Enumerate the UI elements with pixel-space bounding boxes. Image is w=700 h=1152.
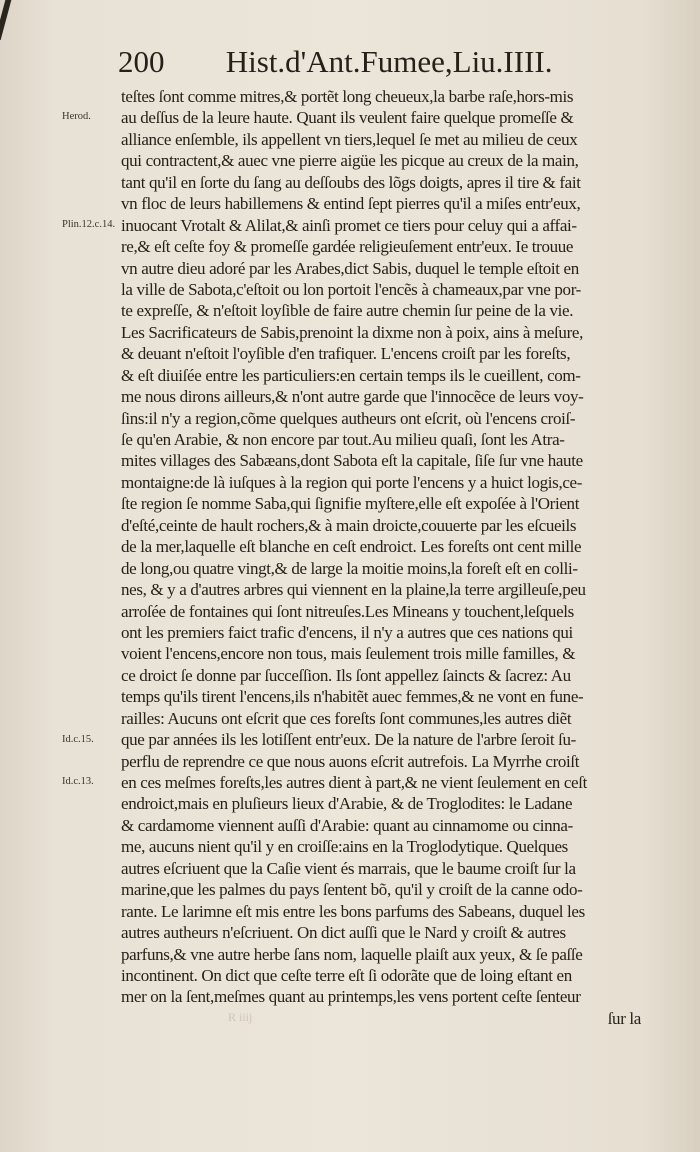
text-line: mer on la ſent,meſmes quant au printemps,les vens portent ceſte ſenteur xyxy=(121,987,581,1007)
text-line: & eſt diuiſée entre les particuliers:en certain temps ils le cueillent, com- xyxy=(121,365,581,385)
margin-note: Herod. xyxy=(62,111,91,123)
text-line: re,& eſt ceſte foy & promeſſe gardée religieuſement entr'eux. Ie trouue xyxy=(121,237,574,257)
page-edge-mark xyxy=(0,0,11,40)
text-line: ſins:il n'y a region,cõme quelques autheurs ont eſcrit, où l'encens croiſ- xyxy=(121,408,576,428)
text-line: inuocant Vrotalt & Alilat,& ainſi promet ce tiers pour celuy qui a affai- xyxy=(121,215,577,235)
text-line: de long,ou quatre vingt,& de large la moitie moins,la foreſt eſt en colli- xyxy=(121,558,578,578)
page-header xyxy=(118,44,588,80)
text-line: ſur la xyxy=(607,1008,641,1028)
text-line: te expreſſe, & n'eſtoit loyſible de faire autre chemin ſur peine de la vie. xyxy=(121,301,574,321)
text-line: Les Sacrificateurs de Sabis,prenoint la dixme non à poix, ains à meſure, xyxy=(121,322,583,342)
running-title: Hist.d'Ant.Fumee,Liu.IIII. xyxy=(225,44,553,79)
page-number: 200 xyxy=(118,44,165,79)
text-line: arroſée de fontaines qui ſont nitreuſes.Les Mineans y touchent,leſquels xyxy=(121,601,574,621)
text-line: me nous dirons ailleurs,& n'ont autre garde que l'innocẽce de leurs voy- xyxy=(121,387,584,407)
text-line: nes, & y a d'autres arbres qui viennent en la plaine,la terre argilleuſe,peu xyxy=(121,580,586,600)
text-line: la ville de Sabota,c'eſtoit ou lon portoit l'encẽs à chameaux,par vne por- xyxy=(121,279,581,299)
text-line: tant qu'il en ſorte du ſang au deſſoubs des lõgs doigts, apres il tire & fait xyxy=(121,172,581,192)
text-line: perflu de reprendre ce que nous auons eſcrit autrefois. La Myrrhe croiſt xyxy=(121,751,580,771)
text-line: voient l'encens,encore non tous, mais ſeulement trois mille familles, & xyxy=(121,644,576,664)
text-line: que par années ils les lotiſſent entr'eux. De la nature de l'arbre ſeroit ſu- xyxy=(121,730,576,750)
text-line: en ces meſmes foreſts,les autres dient à part,& ne vient ſeulement en ceſt xyxy=(121,773,587,792)
show-through-mark: R iiij xyxy=(228,1010,253,1024)
text-line: rante. Le larimne eſt mis entre les bons parfums des Sabeans, duquel les xyxy=(121,901,585,921)
text-line: vn autre dieu adoré par les Arabes,dict Sabis, duquel le temple eſtoit en xyxy=(121,258,579,278)
text-line: vn floc de leurs habillemens & entind ſept pierres qu'il a miſes entr'eux, xyxy=(121,194,581,214)
text-line: teſtes ſont comme mitres,& portẽt long cheueux,la barbe raſe,hors-mis xyxy=(121,87,574,106)
text-line: autres autheurs n'eſcriuent. On dict auſſi que le Nard y croiſt & autres xyxy=(121,923,566,943)
text-line: & deuant n'eſtoit l'oyſible d'en trafiquer. L'encens croiſt par les foreſts, xyxy=(121,344,571,364)
text-line: alliance enſemble, ils appellent vn tiers,lequel ſe met au milieu de ceux xyxy=(121,129,578,149)
text-line: marine,que les palmes du pays ſentent bõ, qu'il y croiſt de la canne odo- xyxy=(121,880,583,900)
text-line: d'eſté,ceinte de hault rochers,& à main droicte,couuerte par les eſcueils xyxy=(121,515,577,535)
text-line: montaigne:de là iuſques à la region qui porte l'encens y a huict logis,ce- xyxy=(121,472,583,492)
text-line: mites villages des Sabæans,dont Sabota eſt la capitale, ſiſe ſur vne haute xyxy=(121,451,583,471)
text-line: me, aucuns nient qu'il y en croiſſe:ains en la Troglodytique. Quelques xyxy=(121,837,568,857)
margin-note: Id.c.15. xyxy=(62,733,94,745)
text-line: de la mer,laquelle eſt blanche en ceſt endroict. Les foreſts ont cent mille xyxy=(121,537,582,557)
text-line: ce droict ſe donne par ſucceſſion. Ils ſont appellez ſaincts & ſacrez: Au xyxy=(121,665,571,685)
text-line: & cardamome viennent auſſi d'Arabie: quant au cinnamome ou cinna- xyxy=(121,815,573,835)
text-line: ont les premiers faict trafic d'encens, il n'y a autres que ces nations qui xyxy=(121,622,573,642)
text-line: temps qu'ils tirent l'encens,ils n'habitẽt auec femmes,& ne vont en fune- xyxy=(121,687,584,707)
text-line: incontinent. On dict que ceſte terre eſt ſi odorãte que de loing eſtant en xyxy=(121,965,572,985)
text-line: autres eſcriuent que la Caſie vient és marrais, que le baume croiſt ſur la xyxy=(121,858,576,878)
margin-note: Id.c.13. xyxy=(62,776,94,788)
text-line: ſe qu'en Arabie, & non encore par tout.Au milieu quaſi, ſont les Atra- xyxy=(121,430,565,449)
margin-note: Plin.12.c.14. xyxy=(62,218,116,230)
text-line: parfuns,& vne autre herbe ſans nom, laquelle plaiſt aux yeux, & ſe paſſe xyxy=(121,944,583,964)
text-line: endroict,mais en pluſieurs lieux d'Arabie, & de Troglodites: le Ladane xyxy=(121,794,573,814)
text-line: ſte region ſe nomme Saba,qui ſignifie myſtere,elle eſt expoſée à l'Orient xyxy=(121,494,580,514)
text-line: au deſſus de la leure haute. Quant ils veulent faire quelque promeſſe & xyxy=(121,108,574,128)
body-text xyxy=(121,86,641,1029)
text-line: qui contractent,& auec vne pierre aigüe les picque au creux de la main, xyxy=(121,151,579,171)
text-line: railles: Aucuns ont eſcrit que ces foreſts ſont communes,les autres diẽt xyxy=(121,708,572,728)
